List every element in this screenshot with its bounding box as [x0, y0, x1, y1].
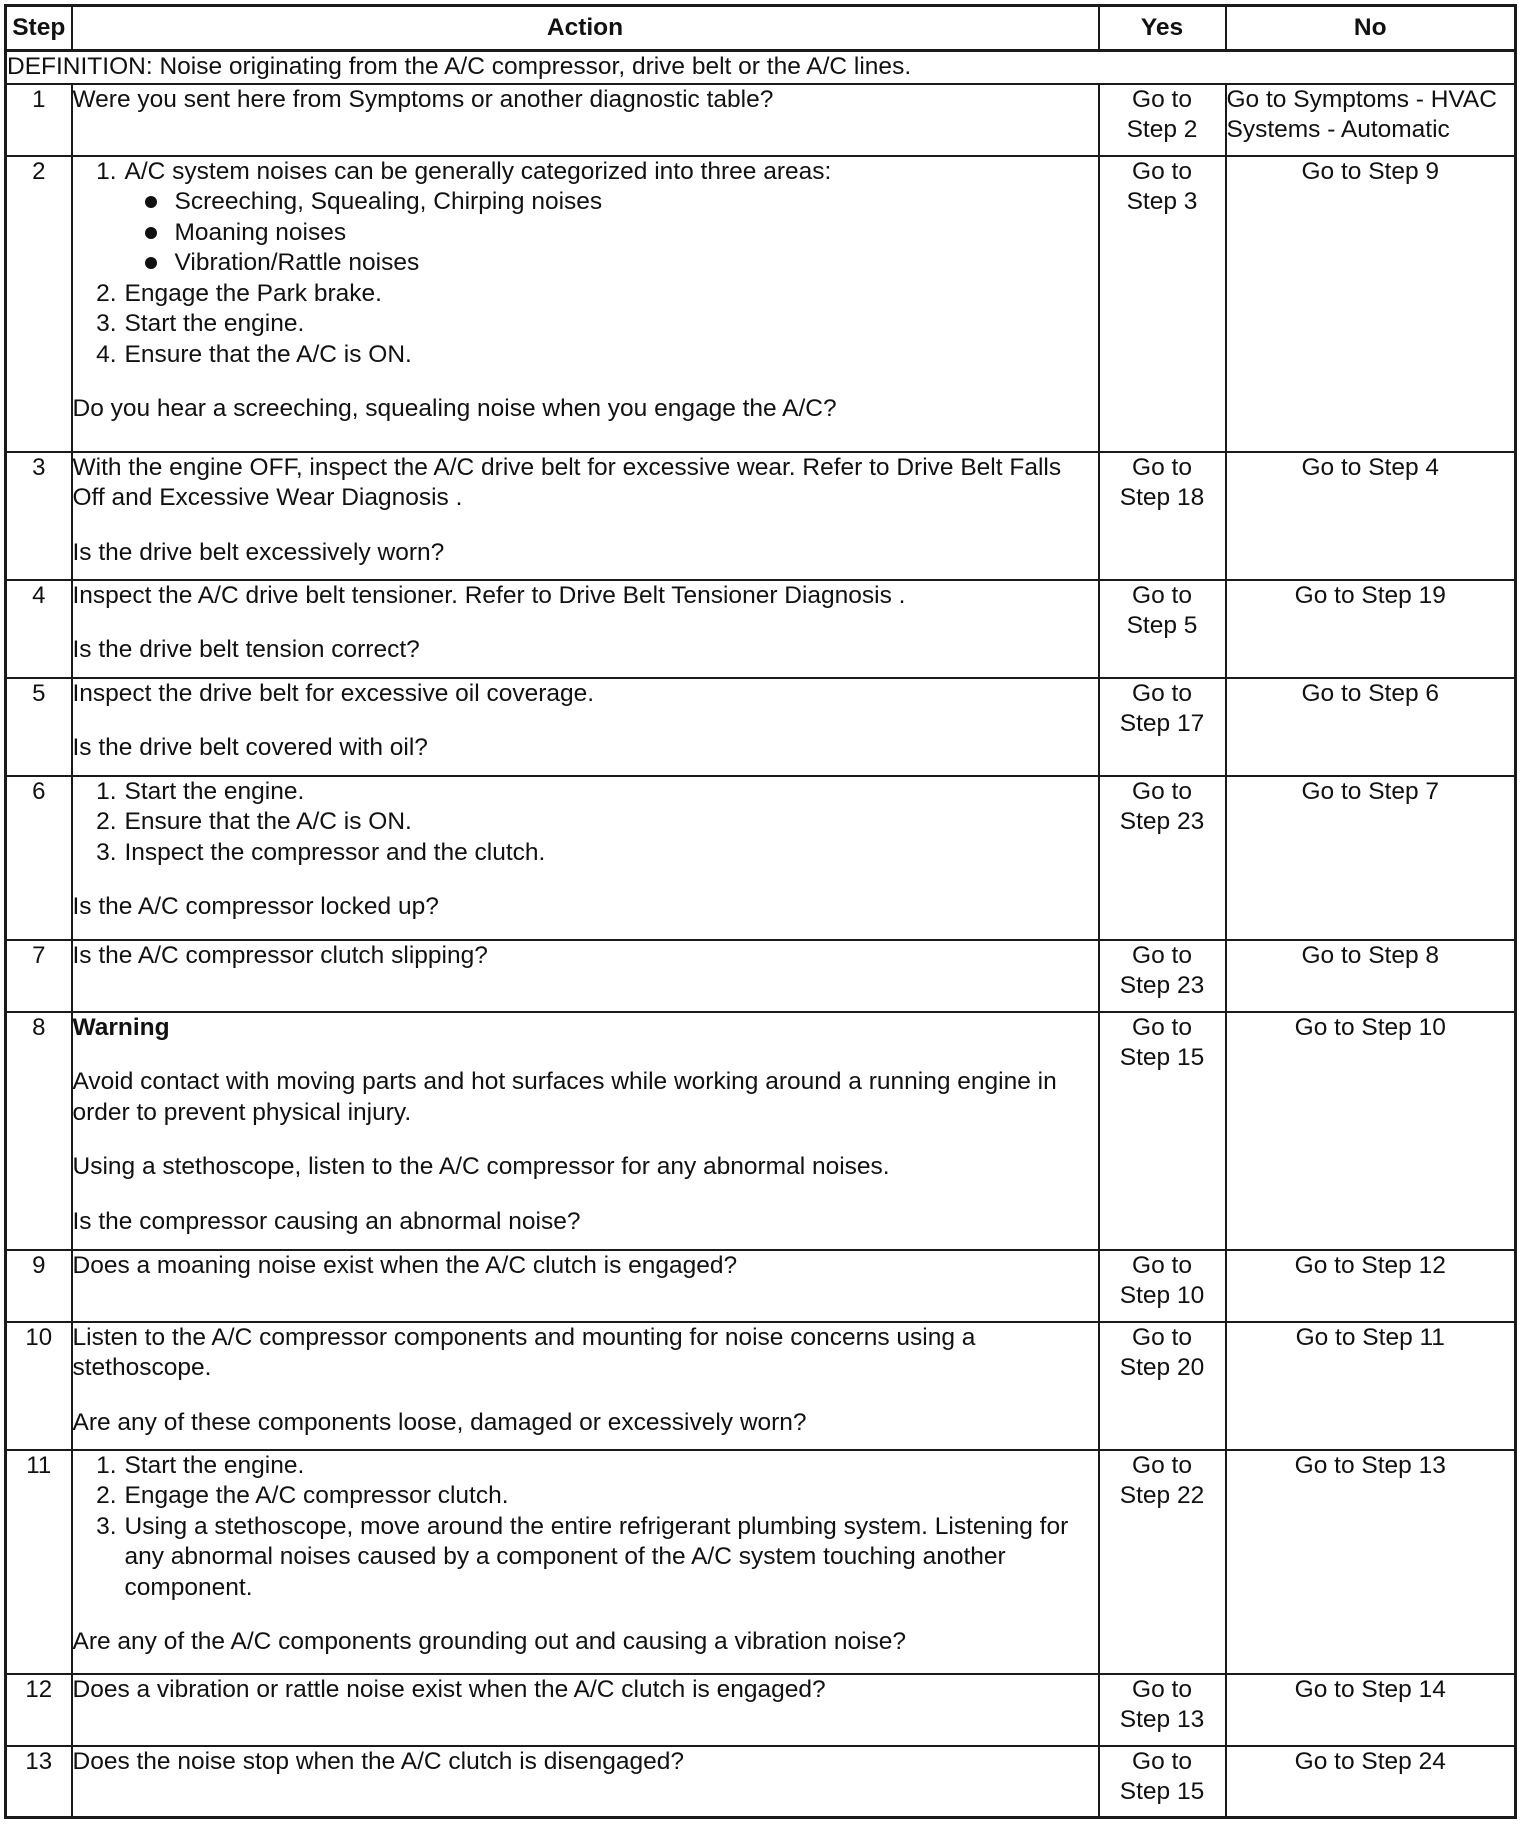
yes-action: Go to Step 17 — [1119, 679, 1205, 737]
action-cell — [72, 1674, 1099, 1746]
header-action: Action — [72, 6, 1099, 51]
yes-action: Go to Step 18 — [1119, 453, 1205, 511]
yes-action: Go to Step 20 — [1119, 1323, 1205, 1381]
list-item: 3. Start the engine. — [96, 310, 305, 337]
table-row — [6, 1746, 1516, 1818]
step-number: 9 — [6, 1250, 72, 1322]
list-item-text: Start the engine. — [124, 1451, 305, 1479]
table-row — [6, 580, 1516, 678]
action-question: Is the drive belt excessively worn? — [72, 538, 445, 566]
list-item-text: Using a stethoscope, move around the entire refrigerant plumbing system. Listening for any abnormal noises caused by a component of the A/C system touching another component. — [124, 1512, 1069, 1601]
list-item: 4. Ensure that the A/C is ON. — [96, 340, 412, 368]
yes-action: Go to Step 22 — [1119, 1451, 1205, 1509]
no-cell: Go to Step 19 — [1226, 580, 1516, 678]
yes-cell — [1099, 1674, 1226, 1746]
yes-cell — [1099, 776, 1226, 940]
bullet-item: Moaning noises — [175, 218, 1098, 249]
no-cell: Go to Step 11 — [1226, 1322, 1516, 1450]
action-question: Were you sent here from Symptoms or another diagnostic table? — [72, 85, 774, 113]
definition-row — [6, 51, 1516, 84]
step-number: 2 — [6, 156, 72, 452]
list-item-text: Ensure that the A/C is ON. — [124, 808, 412, 835]
warning-text: Avoid contact with moving parts and hot surfaces while working around a running engine in order to prevent physical injury. — [72, 1068, 1057, 1126]
list-item: 2. Ensure that the A/C is ON. — [96, 808, 412, 835]
no-cell: Go to Step 9 — [1226, 156, 1516, 452]
list-item: 1. Start the engine. — [96, 777, 305, 805]
step-number: 8 — [6, 1012, 72, 1250]
no-cell: Go to Step 14 — [1226, 1674, 1516, 1746]
yes-cell — [1099, 678, 1226, 776]
action-cell — [72, 156, 1099, 452]
action-cell — [72, 1746, 1099, 1818]
action-text: Using a stethoscope, listen to the A/C compressor for any abnormal noises. — [72, 1153, 890, 1180]
action-question: Does a vibration or rattle noise exist when the A/C clutch is engaged? — [72, 1675, 826, 1703]
yes-cell — [1099, 84, 1226, 156]
step-number: 4 — [6, 580, 72, 678]
step-number: 1 — [6, 84, 72, 156]
no-cell: Go to Symptoms - HVAC Systems - Automatic — [1226, 84, 1516, 156]
header-step: Step — [6, 6, 72, 51]
list-item-text: Engage the Park brake. — [124, 279, 382, 307]
table-row — [6, 1450, 1516, 1674]
list-item: 2. Engage the A/C compressor clutch. — [96, 1482, 509, 1509]
action-cell — [72, 1250, 1099, 1322]
step-number: 12 — [6, 1674, 72, 1746]
numbered-list — [73, 157, 1098, 371]
warning-title: Warning — [72, 1013, 170, 1041]
action-question: Is the compressor causing an abnormal noise? — [72, 1207, 581, 1235]
action-question: Is the A/C compressor clutch slipping? — [72, 941, 488, 969]
no-cell: Go to Step 4 — [1226, 452, 1516, 580]
action-cell — [72, 1322, 1099, 1450]
table-row — [6, 776, 1516, 940]
list-item: 3. Using a stethoscope, move around the entire refrigerant plumbing system. Listening for any abnormal noises caused by a component of the A/C system touching another component. — [96, 1512, 1069, 1601]
list-item-text: Ensure that the A/C is ON. — [124, 340, 412, 368]
action-question: Are any of these components loose, damaged or excessively worn? — [72, 1408, 807, 1436]
action-question: Is the A/C compressor locked up? — [72, 893, 439, 920]
table-row — [6, 84, 1516, 156]
no-cell: Go to Step 7 — [1226, 776, 1516, 940]
step-number: 3 — [6, 452, 72, 580]
step-number: 7 — [6, 940, 72, 1012]
yes-cell — [1099, 1746, 1226, 1818]
numbered-list — [73, 777, 1098, 869]
table-row — [6, 1250, 1516, 1322]
step-number: 11 — [6, 1450, 72, 1674]
action-question: Is the drive belt covered with oil? — [72, 734, 428, 761]
yes-cell — [1099, 452, 1226, 580]
table-row — [6, 940, 1516, 1012]
yes-action: Go to Step 5 — [1126, 581, 1198, 639]
yes-action: Go to Step 15 — [1119, 1013, 1205, 1071]
no-cell: Go to Step 8 — [1226, 940, 1516, 1012]
yes-cell — [1099, 580, 1226, 678]
action-question: Are any of the A/C components grounding out and causing a vibration noise? — [72, 1628, 907, 1655]
yes-cell — [1099, 1450, 1226, 1674]
list-item-text: Engage the A/C compressor clutch. — [124, 1482, 509, 1509]
action-question: Does the noise stop when the A/C clutch is disengaged? — [72, 1747, 685, 1775]
list-item-text: A/C system noises can be generally categorized into three areas: — [124, 157, 832, 185]
yes-action: Go to Step 23 — [1119, 777, 1205, 835]
list-item-text: Inspect the compressor and the clutch. — [124, 838, 546, 866]
action-question: Is the drive belt tension correct? — [72, 636, 420, 663]
action-text: Inspect the drive belt for excessive oil coverage. — [72, 679, 595, 707]
table-row — [6, 1012, 1516, 1250]
action-text: Listen to the A/C compressor components and mounting for noise concerns using a stethoscope. — [72, 1323, 976, 1381]
list-item: 3. Inspect the compressor and the clutch. — [96, 838, 546, 866]
table-row — [6, 678, 1516, 776]
header-row — [6, 6, 1516, 51]
action-cell — [72, 452, 1099, 580]
yes-action: Go to Step 2 — [1126, 85, 1198, 143]
yes-action: Go to Step 3 — [1126, 157, 1198, 215]
header-yes: Yes — [1099, 6, 1226, 51]
yes-action: Go to Step 23 — [1119, 941, 1205, 999]
numbered-list — [73, 1451, 1098, 1604]
yes-cell — [1099, 1322, 1226, 1450]
action-text: Inspect the A/C drive belt tensioner. Refer to Drive Belt Tensioner Diagnosis . — [72, 581, 906, 609]
action-cell — [72, 84, 1099, 156]
action-cell — [72, 1012, 1099, 1250]
no-cell: Go to Step 24 — [1226, 1746, 1516, 1818]
no-cell: Go to Step 6 — [1226, 678, 1516, 776]
bullet-item: Screeching, Squealing, Chirping noises — [175, 187, 1098, 218]
step-number: 13 — [6, 1746, 72, 1818]
yes-cell — [1099, 940, 1226, 1012]
bullet-item: Vibration/Rattle noises — [175, 248, 1098, 279]
table-row — [6, 1674, 1516, 1746]
no-cell: Go to Step 10 — [1226, 1012, 1516, 1250]
table-row — [6, 452, 1516, 580]
bullet-list — [125, 187, 1098, 279]
header-no: No — [1226, 6, 1516, 51]
yes-action: Go to Step 13 — [1119, 1675, 1205, 1733]
definition-text: DEFINITION: Noise originating from the A/C compressor, drive belt or the A/C lines. — [6, 51, 1516, 84]
list-item: 2. Engage the Park brake. — [96, 279, 382, 307]
yes-cell — [1099, 156, 1226, 452]
step-number: 10 — [6, 1322, 72, 1450]
yes-action: Go to Step 15 — [1119, 1747, 1205, 1805]
action-cell — [72, 580, 1099, 678]
diagnostic-table — [4, 4, 1517, 1819]
step-number: 6 — [6, 776, 72, 940]
list-item-text: Start the engine. — [124, 777, 305, 805]
action-cell — [72, 776, 1099, 940]
action-question: Do you hear a screeching, squealing noise when you engage the A/C? — [72, 395, 837, 422]
action-cell — [72, 940, 1099, 1012]
list-item: 1. Start the engine. — [96, 1451, 305, 1479]
table-row — [6, 156, 1516, 452]
no-cell: Go to Step 12 — [1226, 1250, 1516, 1322]
list-item-text: Start the engine. — [124, 310, 305, 337]
step-number: 5 — [6, 678, 72, 776]
list-item: 1. A/C system noises can be generally categorized into three areas: Screeching, Squealing, Chirping noises Moaning noises Vibration/Rattle noises — [123, 157, 1098, 279]
no-cell: Go to Step 13 — [1226, 1450, 1516, 1674]
yes-cell — [1099, 1250, 1226, 1322]
action-question: Does a moaning noise exist when the A/C clutch is engaged? — [72, 1251, 738, 1279]
yes-action: Go to Step 10 — [1119, 1251, 1205, 1309]
action-cell — [72, 1450, 1099, 1674]
action-text: With the engine OFF, inspect the A/C drive belt for excessive wear. Refer to Drive Belt Falls Off and Excessive Wear Diagnosis . — [72, 453, 1062, 511]
action-cell — [72, 678, 1099, 776]
table-row — [6, 1322, 1516, 1450]
yes-cell — [1099, 1012, 1226, 1250]
